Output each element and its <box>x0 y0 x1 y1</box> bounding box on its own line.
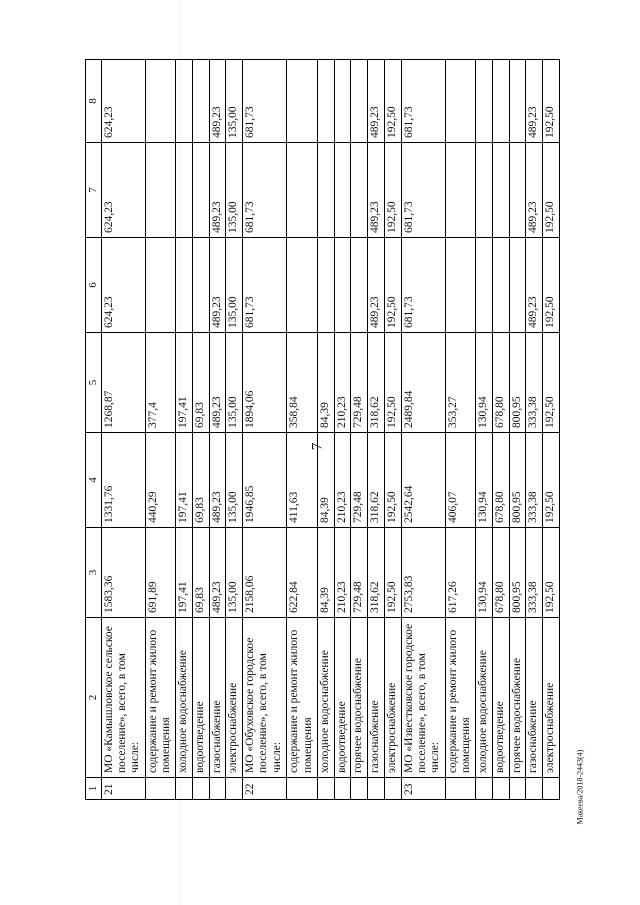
value-cell <box>192 238 209 333</box>
value-cell: 681,73 <box>401 238 445 333</box>
value-cell: 333,38 <box>526 433 543 528</box>
page-number: 7 <box>309 442 326 451</box>
value-cell: 624,23 <box>101 60 145 143</box>
value-cell: 2158,06 <box>243 528 287 618</box>
value-cell <box>445 143 475 238</box>
row-number-cell <box>192 778 209 800</box>
value-cell: 800,95 <box>509 433 526 528</box>
row-number-cell <box>145 778 175 800</box>
row-number-cell <box>226 778 243 800</box>
value-cell: 69,83 <box>192 528 209 618</box>
name-cell: содержание и ремонт жилого помещения <box>287 618 317 778</box>
value-cell: 69,83 <box>192 333 209 433</box>
value-cell: 1583,36 <box>101 528 145 618</box>
value-cell: 192,50 <box>543 143 560 238</box>
value-cell <box>351 143 368 238</box>
value-cell <box>445 238 475 333</box>
row-number-cell <box>368 778 385 800</box>
tariff-table <box>85 59 560 800</box>
value-cell <box>334 143 351 238</box>
value-cell: 353,27 <box>445 333 475 433</box>
value-cell: 135,00 <box>226 433 243 528</box>
table-row <box>192 60 209 800</box>
header-cell: 5 <box>86 333 102 433</box>
value-cell: 135,00 <box>226 60 243 143</box>
value-cell <box>145 238 175 333</box>
value-cell: 406,07 <box>445 433 475 528</box>
value-cell: 135,00 <box>226 143 243 238</box>
value-cell <box>145 143 175 238</box>
value-cell: 192,50 <box>543 528 560 618</box>
value-cell: 489,23 <box>209 433 226 528</box>
value-cell <box>317 238 334 333</box>
value-cell: 729,48 <box>351 333 368 433</box>
value-cell: 69,83 <box>192 433 209 528</box>
value-cell: 192,50 <box>384 60 401 143</box>
row-number-cell <box>509 778 526 800</box>
row-number-cell <box>334 778 351 800</box>
value-cell: 411,63 <box>287 433 317 528</box>
value-cell: 800,95 <box>509 528 526 618</box>
value-cell: 130,94 <box>476 433 493 528</box>
value-cell: 691,89 <box>145 528 175 618</box>
table-row <box>368 60 385 800</box>
table-row <box>351 60 368 800</box>
row-number-cell <box>384 778 401 800</box>
row-number-cell <box>526 778 543 800</box>
value-cell: 192,50 <box>543 60 560 143</box>
value-cell: 210,23 <box>334 433 351 528</box>
value-cell: 318,62 <box>368 333 385 433</box>
value-cell: 489,23 <box>368 60 385 143</box>
value-cell <box>492 143 509 238</box>
row-number-cell <box>476 778 493 800</box>
value-cell: 624,23 <box>101 238 145 333</box>
value-cell: 192,50 <box>543 433 560 528</box>
name-cell: электроснабжение <box>543 618 560 778</box>
value-cell: 681,73 <box>243 238 287 333</box>
row-number-cell <box>445 778 475 800</box>
value-cell: 489,23 <box>526 60 543 143</box>
value-cell <box>351 238 368 333</box>
value-cell: 489,23 <box>368 238 385 333</box>
table-row <box>401 60 445 800</box>
value-cell: 210,23 <box>334 528 351 618</box>
row-number-cell <box>317 778 334 800</box>
value-cell: 729,48 <box>351 528 368 618</box>
value-cell: 197,41 <box>176 528 193 618</box>
value-cell: 678,80 <box>492 333 509 433</box>
table-row <box>101 60 145 800</box>
value-cell: 729,48 <box>351 433 368 528</box>
name-cell: МО «Камышловское сельское поселение», всего, в том числе: <box>101 618 145 778</box>
value-cell: 624,23 <box>101 143 145 238</box>
row-number-cell <box>176 778 193 800</box>
value-cell: 622,84 <box>287 528 317 618</box>
value-cell: 192,50 <box>384 238 401 333</box>
header-row <box>86 60 102 800</box>
header-cell: 6 <box>86 238 102 333</box>
value-cell <box>287 60 317 143</box>
row-number-cell: 22 <box>243 778 287 800</box>
value-cell: 489,23 <box>209 238 226 333</box>
value-cell: 333,38 <box>526 528 543 618</box>
table-row <box>492 60 509 800</box>
header-cell: 2 <box>86 618 102 778</box>
value-cell: 318,62 <box>368 528 385 618</box>
row-number-cell <box>287 778 317 800</box>
table-row <box>509 60 526 800</box>
value-cell: 377,4 <box>145 333 175 433</box>
table-row <box>226 60 243 800</box>
value-cell <box>492 60 509 143</box>
value-cell: 489,23 <box>209 143 226 238</box>
value-cell: 333,38 <box>526 333 543 433</box>
value-cell: 2542,64 <box>401 433 445 528</box>
value-cell: 318,62 <box>368 433 385 528</box>
header-cell: 3 <box>86 528 102 618</box>
value-cell <box>334 60 351 143</box>
value-cell: 84,39 <box>317 333 334 433</box>
row-number-cell <box>492 778 509 800</box>
name-cell: содержание и ремонт жилого помещения <box>145 618 175 778</box>
footer-code: Макеева/2018-2443(4) <box>575 749 585 825</box>
value-cell: 192,50 <box>384 333 401 433</box>
name-cell: содержание и ремонт жилого помещения <box>445 618 475 778</box>
value-cell <box>176 60 193 143</box>
name-cell: МО «Обуховское городское поселение», всего, в том числе: <box>243 618 287 778</box>
header-cell: 7 <box>86 143 102 238</box>
value-cell: 489,23 <box>526 238 543 333</box>
value-cell <box>509 238 526 333</box>
value-cell: 1894,06 <box>243 333 287 433</box>
rotated-table-container <box>85 60 560 800</box>
table-row <box>334 60 351 800</box>
name-cell: горячее водоснабжение <box>509 618 526 778</box>
name-cell: МО «Известковское городское поселение», всего, в том числе: <box>401 618 445 778</box>
value-cell: 681,73 <box>243 143 287 238</box>
row-number-cell <box>543 778 560 800</box>
table-row <box>543 60 560 800</box>
value-cell: 130,94 <box>476 333 493 433</box>
table-row <box>384 60 401 800</box>
header-cell: 4 <box>86 433 102 528</box>
name-cell: газоснабжение <box>209 618 226 778</box>
row-number-cell <box>351 778 368 800</box>
table-row <box>243 60 287 800</box>
value-cell: 135,00 <box>226 528 243 618</box>
value-cell: 489,23 <box>209 528 226 618</box>
value-cell: 84,39 <box>317 433 334 528</box>
name-cell: водоотведение <box>492 618 509 778</box>
name-cell: холодное водоснабжение <box>476 618 493 778</box>
value-cell: 135,00 <box>226 238 243 333</box>
value-cell: 489,23 <box>368 143 385 238</box>
name-cell: водоотведение <box>192 618 209 778</box>
value-cell <box>351 60 368 143</box>
value-cell <box>287 143 317 238</box>
value-cell <box>287 238 317 333</box>
footer <box>570 40 585 825</box>
name-cell: газоснабжение <box>368 618 385 778</box>
row-number-cell: 21 <box>101 778 145 800</box>
value-cell: 678,80 <box>492 528 509 618</box>
value-cell: 197,41 <box>176 433 193 528</box>
name-cell: холодное водоснабжение <box>176 618 193 778</box>
name-cell: горячее водоснабжение <box>351 618 368 778</box>
value-cell: 192,50 <box>384 433 401 528</box>
value-cell: 2753,83 <box>401 528 445 618</box>
name-cell: электроснабжение <box>226 618 243 778</box>
table-row <box>209 60 226 800</box>
name-cell: водоотведение <box>334 618 351 778</box>
value-cell <box>317 143 334 238</box>
name-cell: холодное водоснабжение <box>317 618 334 778</box>
value-cell: 681,73 <box>401 143 445 238</box>
value-cell <box>509 143 526 238</box>
value-cell: 192,50 <box>543 333 560 433</box>
value-cell: 84,39 <box>317 528 334 618</box>
value-cell: 681,73 <box>243 60 287 143</box>
value-cell <box>145 60 175 143</box>
value-cell: 678,80 <box>492 433 509 528</box>
value-cell <box>317 60 334 143</box>
value-cell: 681,73 <box>401 60 445 143</box>
value-cell <box>445 60 475 143</box>
value-cell: 192,50 <box>543 238 560 333</box>
value-cell: 489,23 <box>209 333 226 433</box>
table-row <box>317 60 334 800</box>
value-cell: 197,41 <box>176 333 193 433</box>
value-cell: 1331,76 <box>101 433 145 528</box>
value-cell: 1946,85 <box>243 433 287 528</box>
value-cell <box>192 60 209 143</box>
value-cell <box>176 143 193 238</box>
value-cell <box>476 238 493 333</box>
value-cell: 210,23 <box>334 333 351 433</box>
header-cell: 8 <box>86 60 102 143</box>
value-cell <box>176 238 193 333</box>
value-cell: 130,94 <box>476 528 493 618</box>
value-cell: 1268,87 <box>101 333 145 433</box>
value-cell: 489,23 <box>526 143 543 238</box>
table-row <box>287 60 317 800</box>
value-cell: 192,50 <box>384 143 401 238</box>
value-cell: 800,95 <box>509 333 526 433</box>
value-cell: 2489,84 <box>401 333 445 433</box>
value-cell <box>192 143 209 238</box>
name-cell: электроснабжение <box>384 618 401 778</box>
table-row <box>176 60 193 800</box>
table-row <box>476 60 493 800</box>
name-cell: газоснабжение <box>526 618 543 778</box>
value-cell <box>492 238 509 333</box>
value-cell: 440,29 <box>145 433 175 528</box>
header-cell: 1 <box>86 778 102 800</box>
value-cell <box>509 60 526 143</box>
value-cell: 192,50 <box>384 528 401 618</box>
value-cell: 617,26 <box>445 528 475 618</box>
value-cell: 358,84 <box>287 333 317 433</box>
row-number-cell <box>209 778 226 800</box>
table-row <box>445 60 475 800</box>
value-cell <box>476 60 493 143</box>
row-number-cell: 23 <box>401 778 445 800</box>
value-cell <box>476 143 493 238</box>
table-row <box>145 60 175 800</box>
table-row <box>526 60 543 800</box>
value-cell: 135,00 <box>226 333 243 433</box>
value-cell <box>334 238 351 333</box>
value-cell: 489,23 <box>209 60 226 143</box>
